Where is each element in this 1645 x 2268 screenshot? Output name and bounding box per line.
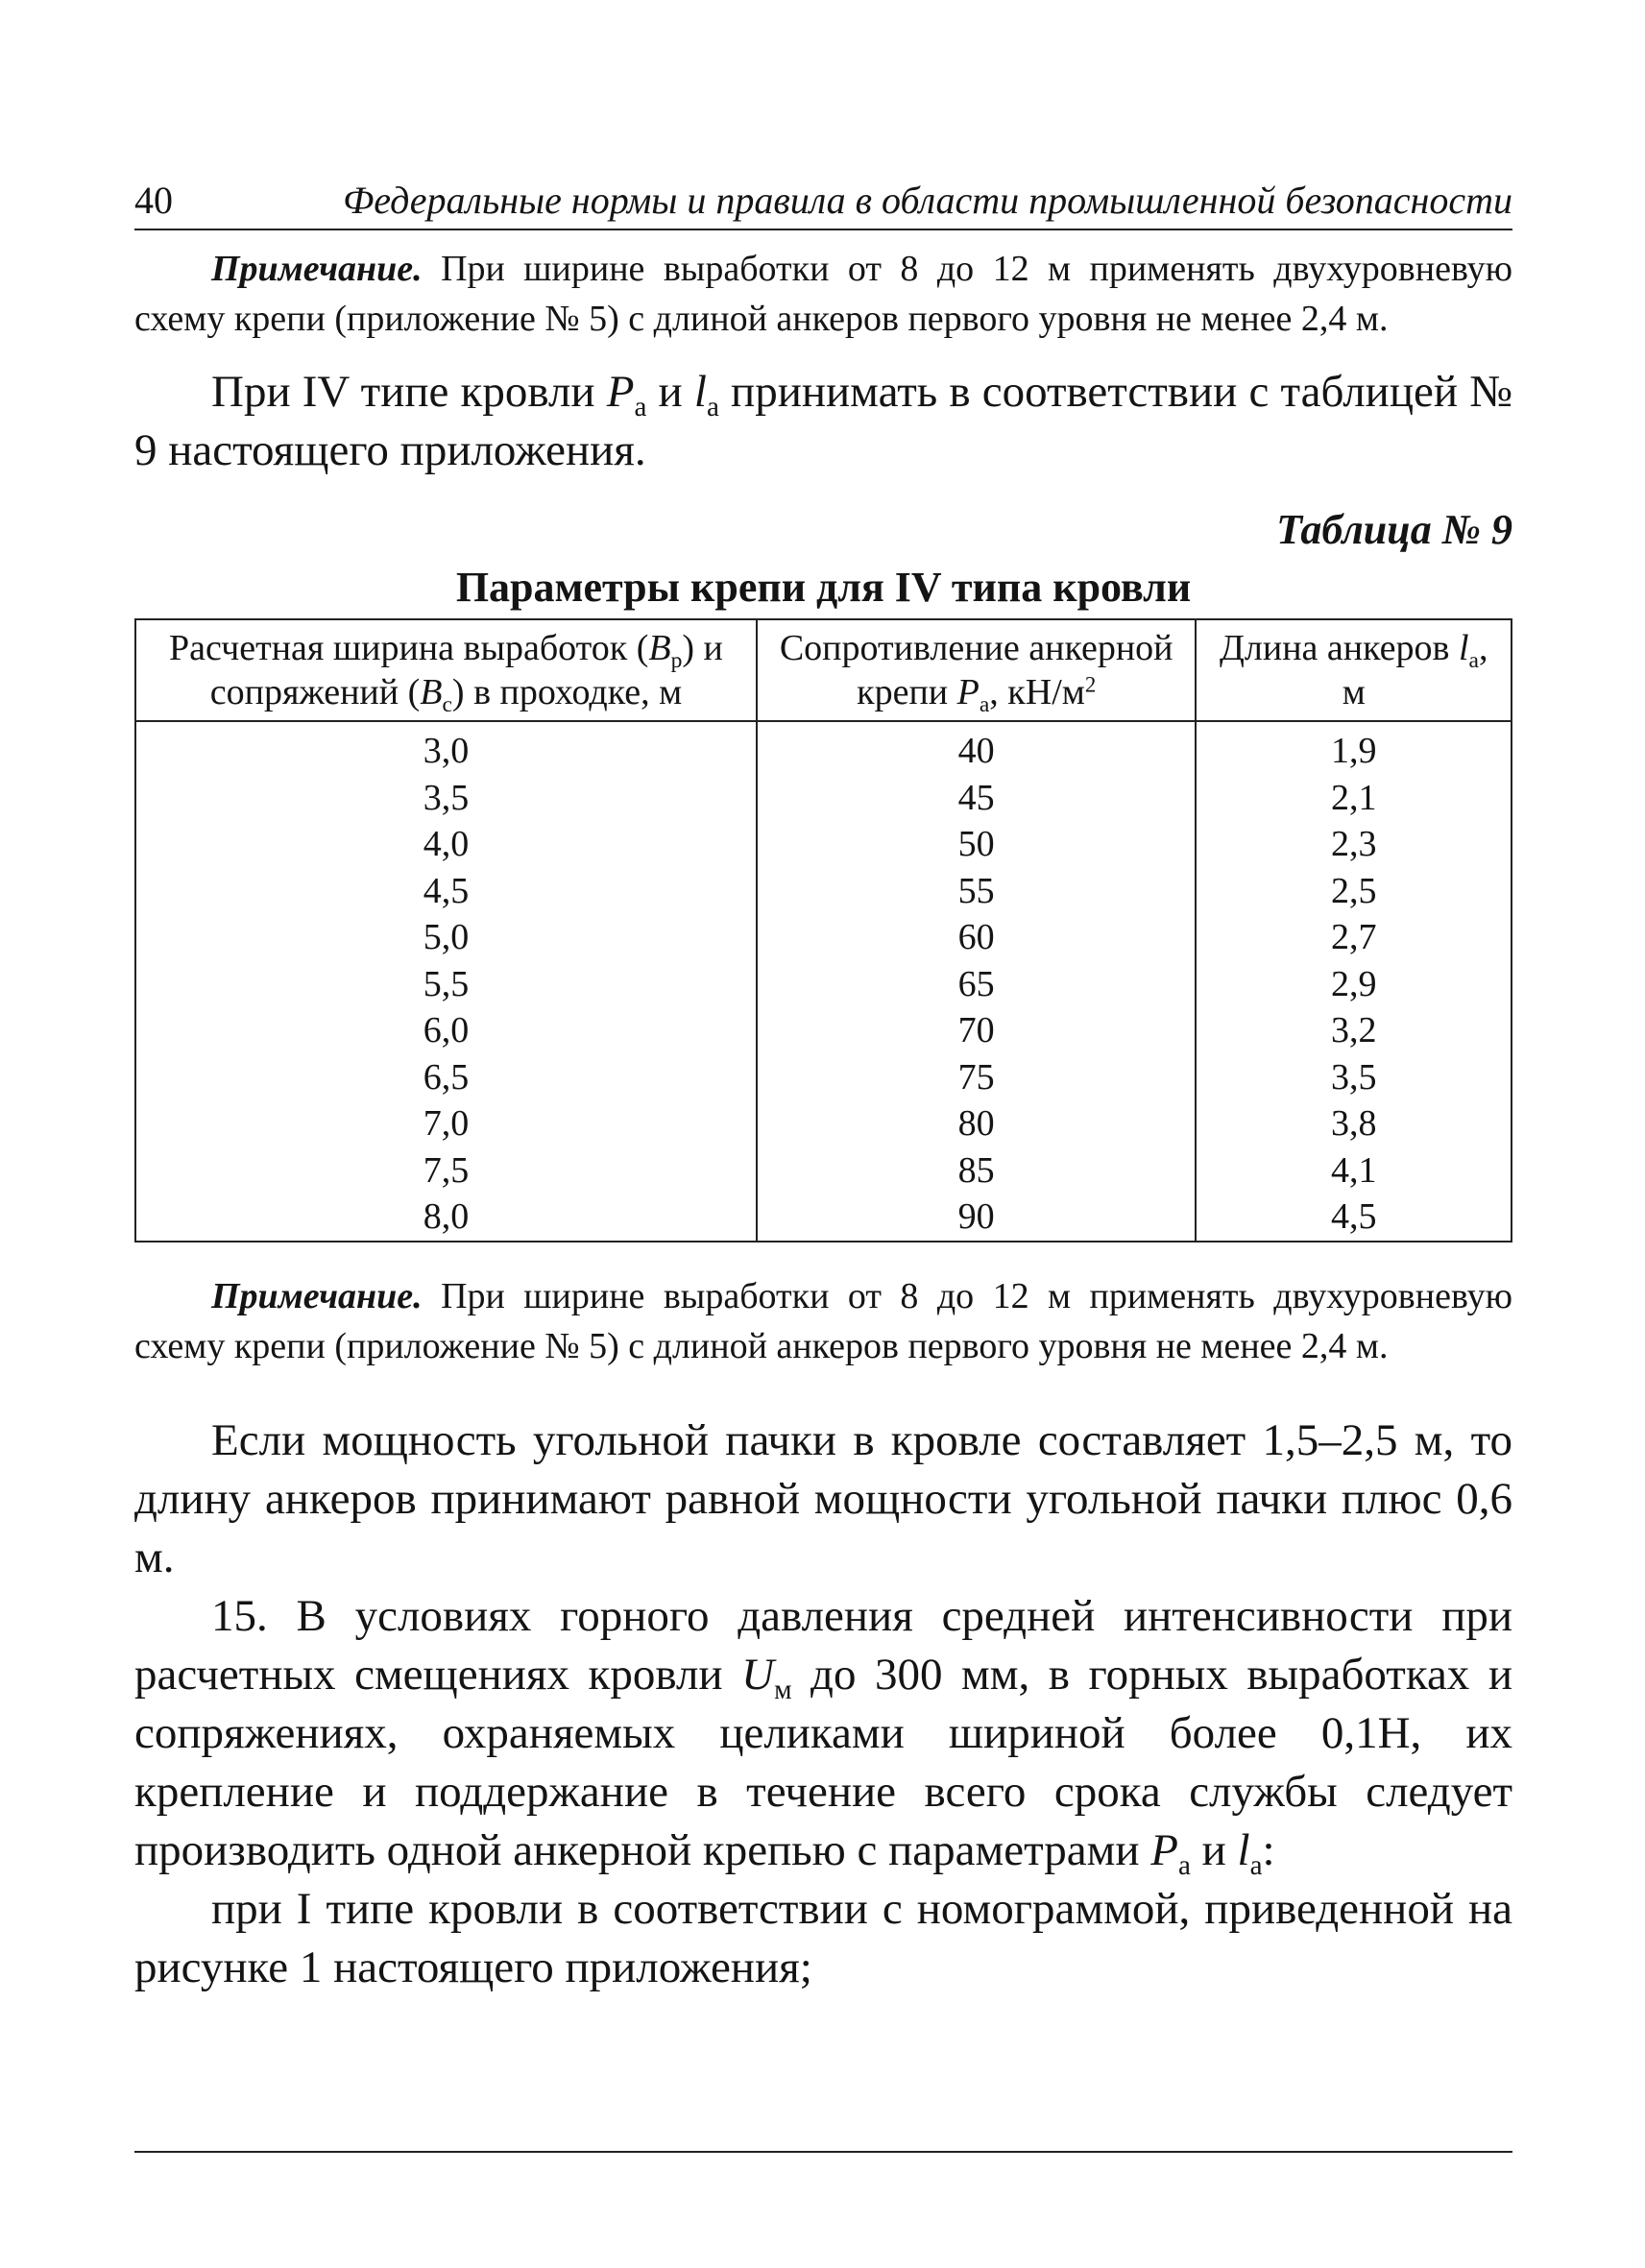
var-l: l bbox=[693, 367, 707, 417]
note-label: Примечание. bbox=[211, 1275, 423, 1316]
var-p: P bbox=[606, 367, 635, 417]
cell-width: 6,0 bbox=[135, 1007, 757, 1054]
table-row bbox=[135, 1100, 1512, 1147]
table-row bbox=[135, 961, 1512, 1008]
clause-15-and: и bbox=[1190, 1824, 1238, 1875]
running-header bbox=[134, 178, 1512, 230]
cell-width: 6,5 bbox=[135, 1054, 757, 1101]
cell-resistance: 75 bbox=[757, 1054, 1197, 1101]
table-row bbox=[135, 1054, 1512, 1101]
cell-width: 7,0 bbox=[135, 1100, 757, 1147]
table-row bbox=[135, 821, 1512, 868]
clause-15-paragraph bbox=[134, 1587, 1512, 1880]
clause-15-text-2: до 300 мм, в горных выработках и сопряжениях, охраняемых целиками шириной более 0,1Н, их крепление и поддержание в течение всего срока службы следует производить одной анкерной крепью с параметрами bbox=[134, 1649, 1512, 1875]
intro-and: и bbox=[646, 367, 694, 417]
cell-width: 3,5 bbox=[135, 775, 757, 822]
clause-15-end: : bbox=[1262, 1824, 1275, 1875]
var-p: P bbox=[1150, 1824, 1178, 1875]
cell-width: 4,0 bbox=[135, 821, 757, 868]
page bbox=[134, 178, 1512, 1997]
header-resistance: Сопротивление анкерной крепи $P_а$, $кН/м^2$ bbox=[757, 619, 1197, 721]
note-bottom bbox=[134, 1271, 1512, 1371]
table-header-row bbox=[135, 619, 1512, 721]
header-width: Расчетная ширина выработок $(B_р)$ и сопряжений $(B_с)$ в проходке, м bbox=[135, 619, 757, 721]
note-top bbox=[134, 244, 1512, 344]
cell-width: 7,5 bbox=[135, 1147, 757, 1194]
intro-text-2: принимать в соответствии с таблицей № 9 настоящего приложения. bbox=[134, 367, 1512, 475]
roof-type-1-paragraph: при I типе кровли в соответствии с номограммой, приведенной на рисунке 1 настоящего приложения; bbox=[134, 1883, 1512, 1992]
table-row bbox=[135, 914, 1512, 961]
note-text: При ширине выработки от 8 до 12 м применять двухуровневую схему крепи (приложение № 5) с длиной анкеров первого уровня не менее 2,4 м. bbox=[134, 1275, 1512, 1366]
cell-width: 5,0 bbox=[135, 914, 757, 961]
header-length: Длина анкеров $l_а$, м bbox=[1196, 619, 1512, 721]
cell-resistance: 40 bbox=[757, 721, 1197, 775]
intro-text-1: При IV типе кровли bbox=[211, 367, 607, 417]
cell-resistance: 80 bbox=[757, 1100, 1197, 1147]
sub-a: а bbox=[1249, 1849, 1263, 1881]
footer-rule bbox=[134, 2151, 1512, 2153]
note-text: При ширине выработки от 8 до 12 м применять двухуровневую схему крепи (приложение № 5) с длиной анкеров первого уровня не менее 2,4 м. bbox=[134, 249, 1512, 339]
var-l: l bbox=[1237, 1824, 1250, 1875]
var-u: U bbox=[741, 1649, 775, 1700]
sub-a: а bbox=[706, 392, 719, 423]
cell-width: 3,0 bbox=[135, 721, 757, 775]
cell-length: 2,3 bbox=[1196, 821, 1512, 868]
cell-length: 3,8 bbox=[1196, 1100, 1512, 1147]
cell-length: 2,5 bbox=[1196, 868, 1512, 915]
cell-length: 3,2 bbox=[1196, 1007, 1512, 1054]
cell-length: 4,1 bbox=[1196, 1147, 1512, 1194]
cell-resistance: 55 bbox=[757, 868, 1197, 915]
cell-resistance: 60 bbox=[757, 914, 1197, 961]
page-number: 40 bbox=[134, 179, 173, 222]
cell-length: 1,9 bbox=[1196, 721, 1512, 775]
cell-length: 4,5 bbox=[1196, 1194, 1512, 1242]
cell-resistance: 70 bbox=[757, 1007, 1197, 1054]
running-title: Федеральные нормы и правила в области промышленной безопасности bbox=[343, 179, 1512, 222]
cell-resistance: 90 bbox=[757, 1194, 1197, 1242]
cell-resistance: 65 bbox=[757, 961, 1197, 1008]
table-row bbox=[135, 1147, 1512, 1194]
sub-a: а bbox=[1177, 1849, 1191, 1881]
cell-length: 2,1 bbox=[1196, 775, 1512, 822]
table-caption: Параметры крепи для IV типа кровли bbox=[455, 564, 1192, 611]
cell-width: 5,5 bbox=[135, 961, 757, 1008]
cell-length: 2,9 bbox=[1196, 961, 1512, 1008]
table-row bbox=[135, 868, 1512, 915]
note-label: Примечание. bbox=[211, 249, 423, 289]
intro-paragraph bbox=[134, 363, 1512, 480]
table-row bbox=[135, 1194, 1512, 1242]
table-row bbox=[135, 775, 1512, 822]
cell-resistance: 50 bbox=[757, 821, 1197, 868]
cell-width: 8,0 bbox=[135, 1194, 757, 1242]
table-row bbox=[135, 721, 1512, 775]
cell-resistance: 85 bbox=[757, 1147, 1197, 1194]
sub-a: а bbox=[634, 392, 647, 423]
cell-length: 3,5 bbox=[1196, 1054, 1512, 1101]
table-number: Таблица № 9 bbox=[1276, 506, 1512, 553]
clause-15-text-1: 15. В условиях горного давления средней интенсивности при расчетных смещениях кровли bbox=[134, 1590, 1512, 1700]
cell-length: 2,7 bbox=[1196, 914, 1512, 961]
coal-seam-paragraph: Если мощность угольной пачки в кровле составляет 1,5–2,5 м, то длину анкеров принимают равной мощности угольной пачки плюс 0,6 м. bbox=[134, 1414, 1512, 1582]
sub-m: м bbox=[774, 1674, 792, 1705]
parameters-table bbox=[134, 618, 1512, 1243]
cell-width: 4,5 bbox=[135, 868, 757, 915]
table-row bbox=[135, 1007, 1512, 1054]
cell-resistance: 45 bbox=[757, 775, 1197, 822]
